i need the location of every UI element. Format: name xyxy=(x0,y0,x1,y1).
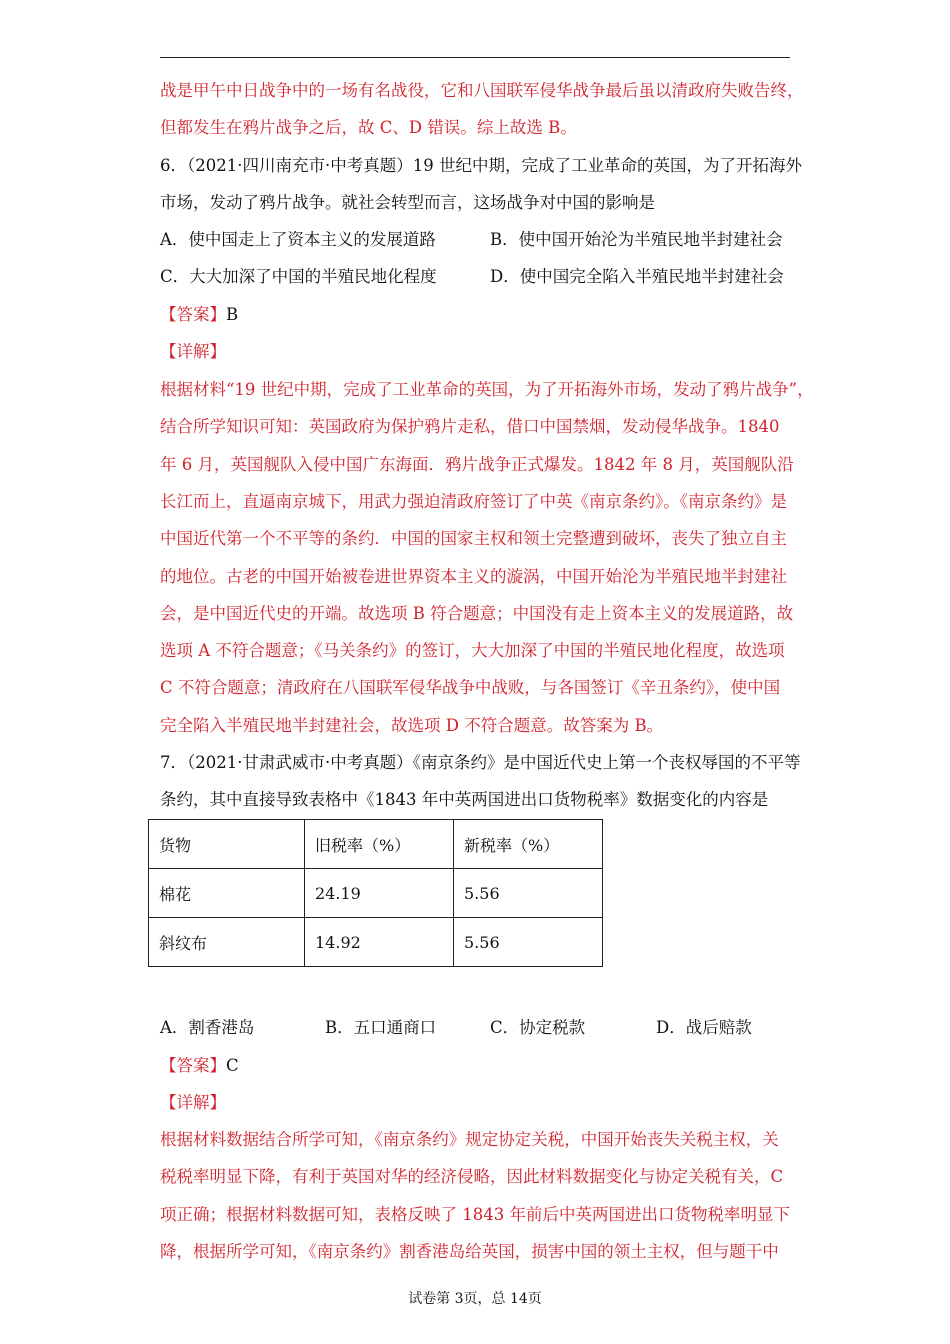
q6-explanation-line-7: 会，是中国近代史的开端。故选项 B 符合题意；中国没有走上资本主义的发展道路，故 xyxy=(160,604,794,623)
table-cell: 24.19 xyxy=(305,869,454,918)
q6-stem-line-1: 6．（2021·四川南充市·中考真题）19 世纪中期，完成了工业革命的英国，为了开拓海外 xyxy=(160,156,802,175)
q6-explanation-line-4: 长江而上，直逼南京城下，用武力强迫清政府签订了中英《南京条约》。《南京条约》是 xyxy=(160,492,787,511)
q6-explanation-line-9: C 不符合题意；清政府在八国联军侵华战争中战败，与各国签订《辛丑条约》，使中国 xyxy=(160,678,781,697)
q7-option-c: C．协定税款 xyxy=(490,1018,586,1037)
table-header-row xyxy=(149,820,603,869)
table-row xyxy=(149,918,603,967)
carryover-line-2: 但都发生在鸦片战争之后，故 C、D 错误。综上故选 B。 xyxy=(160,118,577,137)
q7-option-a: A．割香港岛 xyxy=(160,1018,255,1037)
table-header-cell: 旧税率（%） xyxy=(305,820,454,869)
q7-explanation-line-1: 根据材料数据结合所学可知，《南京条约》规定协定关税，中国开始丧失关税主权，关 xyxy=(160,1130,779,1149)
q6-explanation-line-8: 选项 A 不符合题意；《马关条约》的签订，大大加深了中国的半殖民地化程度，故选项 xyxy=(160,641,785,660)
q7-stem-line-2: 条约，其中直接导致表格中《1843 年中英两国进出口货物税率》数据变化的内容是 xyxy=(160,790,769,809)
q6-explanation-line-6: 的地位。古老的中国开始被卷进世界资本主义的漩涡，中国开始沦为半殖民地半封建社 xyxy=(160,567,787,586)
page-footer: 试卷第 3页，总 14页 xyxy=(408,1291,542,1307)
q7-answer-value: C xyxy=(226,1056,239,1075)
table-row xyxy=(149,869,603,918)
q6-option-b: B．使中国开始沦为半殖民地半封建社会 xyxy=(490,230,783,249)
q7-answer xyxy=(160,1055,239,1077)
q6-option-a: A．使中国走上了资本主义的发展道路 xyxy=(160,230,436,249)
q7-option-d: D．战后赔款 xyxy=(656,1018,752,1037)
q7-answer-tag: 【答案】 xyxy=(160,1056,226,1075)
table-cell: 棉花 xyxy=(149,869,305,918)
table-cell: 斜纹布 xyxy=(149,918,305,967)
q6-detail-tag: 【详解】 xyxy=(160,342,226,361)
q6-explanation-line-1: 根据材料“19 世纪中期，完成了工业革命的英国，为了开拓海外市场，发动了鸦片战争”， xyxy=(160,380,814,399)
q7-explanation-line-4: 降，根据所学可知，《南京条约》割香港岛给英国，损害中国的领土主权，但与题干中 xyxy=(160,1242,779,1261)
q7-explanation-line-2: 税税率明显下降，有利于英国对华的经济侵略，因此材料数据变化与协定关税有关，C xyxy=(160,1167,784,1186)
q6-explanation-line-2: 结合所学知识可知：英国政府为保护鸦片走私，借口中国禁烟，发动侵华战争。1840 xyxy=(160,417,780,436)
q6-answer xyxy=(160,304,238,326)
q6-answer-tag: 【答案】 xyxy=(160,305,226,324)
q7-explanation-line-3: 项正确；根据材料数据可知，表格反映了 1843 年前后中英两国进出口货物税率明显下 xyxy=(160,1205,790,1224)
q6-option-c: C．大大加深了中国的半殖民地化程度 xyxy=(160,267,437,286)
q6-answer-value: B xyxy=(226,305,239,324)
table-cell: 5.56 xyxy=(454,869,603,918)
tax-rate-table xyxy=(148,819,603,967)
table-cell: 14.92 xyxy=(305,918,454,967)
q6-explanation-line-3: 年 6 月，英国舰队入侵中国广东海面．鸦片战争正式爆发。1842 年 8 月，英国舰队沿 xyxy=(160,455,794,474)
q6-option-d: D．使中国完全陷入半殖民地半封建社会 xyxy=(490,267,784,286)
q6-explanation-line-5: 中国近代第一个不平等的条约．中国的国家主权和领土完整遭到破坏，丧失了独立自主 xyxy=(160,529,787,548)
header-rule xyxy=(160,57,790,58)
q7-option-b: B．五口通商口 xyxy=(325,1018,437,1037)
q6-explanation-line-10: 完全陷入半殖民地半封建社会，故选项 D 不符合题意。故答案为 B。 xyxy=(160,716,664,735)
q7-detail-tag: 【详解】 xyxy=(160,1093,226,1112)
table-cell: 5.56 xyxy=(454,918,603,967)
table-header-cell: 新税率（%） xyxy=(454,820,603,869)
carryover-line-1: 战是甲午中日战争中的一场有名战役，它和八国联军侵华战争最后虽以清政府失败告终， xyxy=(160,81,804,100)
table-header-cell: 货物 xyxy=(149,820,305,869)
q7-stem-line-1: 7．（2021·甘肃武威市·中考真题）《南京条约》是中国近代史上第一个丧权辱国的不平等 xyxy=(160,753,801,772)
q6-stem-line-2: 市场，发动了鸦片战争。就社会转型而言，这场战争对中国的影响是 xyxy=(160,193,655,212)
